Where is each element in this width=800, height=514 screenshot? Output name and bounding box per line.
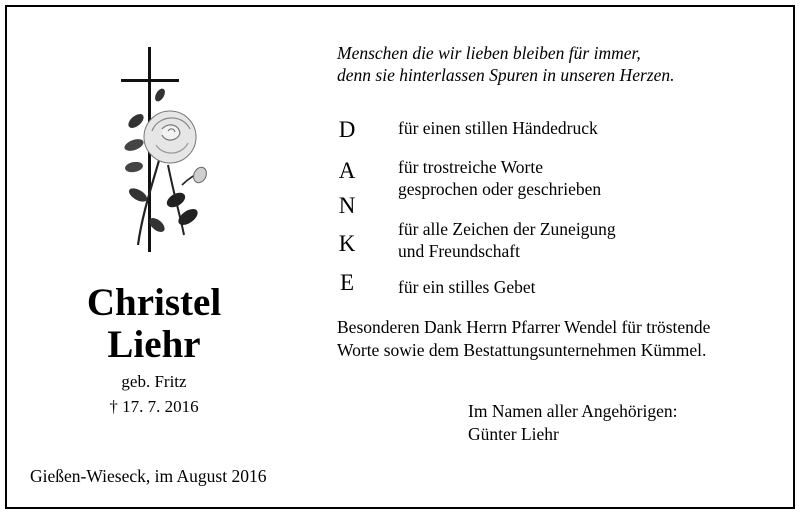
last-name: Liehr xyxy=(107,323,201,366)
birth-name: geb. Fritz xyxy=(121,372,187,391)
quote xyxy=(337,42,674,86)
danke-letter-e: E xyxy=(339,270,355,295)
danke-line-3b: und Freundschaft xyxy=(398,241,520,261)
danke-line-1: für einen stillen Händedruck xyxy=(398,118,598,138)
signature-line-1: Im Namen aller Angehörigen: xyxy=(468,401,678,421)
quote-line-2: denn sie hinterlassen Spuren in unseren Herzen. xyxy=(337,65,675,85)
thanks-line-1: Besonderen Dank Herrn Pfarrer Wendel für tröstende xyxy=(337,317,711,337)
first-name: Christel xyxy=(86,281,222,324)
danke-line-3a: für alle Zeichen der Zuneigung xyxy=(398,219,616,239)
danke-letter-n: N xyxy=(338,193,356,218)
danke-letter-a: A xyxy=(338,158,356,183)
cross-with-rose-icon xyxy=(112,45,212,255)
thanks-paragraph xyxy=(337,316,710,362)
danke-line-2a: für trostreiche Worte xyxy=(398,157,544,177)
signature-line-2: Günter Liehr xyxy=(468,424,559,444)
danke-letter-k: K xyxy=(338,231,356,256)
thanks-line-2: Worte sowie dem Bestattungsunternehmen Kümmel. xyxy=(337,340,707,360)
danke-line-4: für ein stilles Gebet xyxy=(398,277,536,297)
death-date: † 17. 7. 2016 xyxy=(109,397,199,416)
signature xyxy=(468,400,677,446)
quote-line-1: Menschen die wir lieben bleiben für immer, xyxy=(337,43,641,63)
place-date: Gießen-Wieseck, im August 2016 xyxy=(30,466,267,486)
danke-line-2b: gesprochen oder geschrieben xyxy=(398,179,602,199)
danke-letter-d: D xyxy=(338,117,356,142)
